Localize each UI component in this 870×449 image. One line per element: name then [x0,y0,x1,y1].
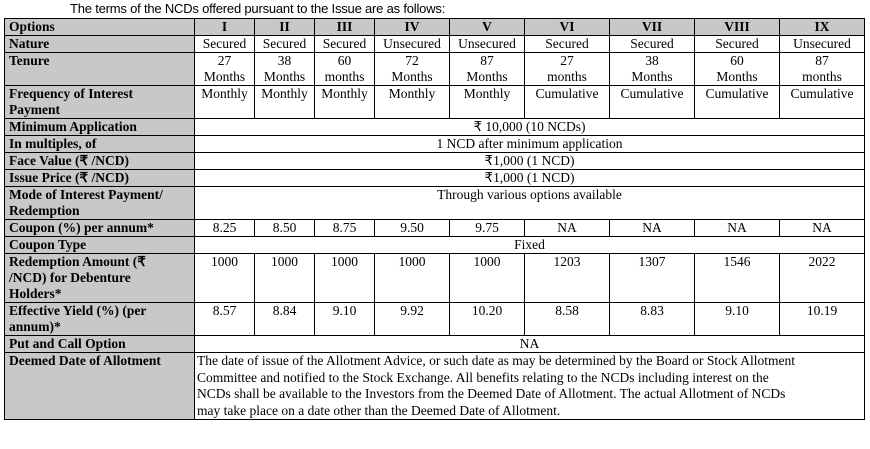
option-header: IV [375,19,450,36]
nature-value: Unsecured [375,36,450,53]
yield-value: 10.19 [780,303,865,336]
option-header: VI [525,19,610,36]
nature-value: Secured [695,36,780,53]
yield-value: 9.92 [375,303,450,336]
frequency-label: Frequency of Interest Payment [5,86,195,119]
issue-price-row [5,170,865,187]
tenure-value: 27 Months [195,53,255,86]
redemption-value: 1546 [695,254,780,303]
yield-value: 8.58 [525,303,610,336]
yield-value: 8.57 [195,303,255,336]
tenure-value: 38 Months [255,53,315,86]
option-header: V [450,19,525,36]
coupon-value: NA [695,220,780,237]
options-label: Options [5,19,195,36]
option-header: VII [610,19,695,36]
mode-value: Through various options available [195,187,865,220]
min-application-label: Minimum Application [5,119,195,136]
yield-value: 10.20 [450,303,525,336]
frequency-value: Cumulative [525,86,610,119]
multiples-value: 1 NCD after minimum application [195,136,865,153]
frequency-value: Monthly [375,86,450,119]
multiples-row [5,136,865,153]
yield-value: 8.84 [255,303,315,336]
face-value-value: ₹1,000 (1 NCD) [195,153,865,170]
tenure-value: 38 Months [610,53,695,86]
redemption-value: 1000 [195,254,255,303]
coupon-value: 8.75 [315,220,375,237]
deemed-date-value: The date of issue of the Allotment Advice, or such date as may be determined by the Board or Stock Allotment Committee and notified to the Stock Exchange. All benefits relating to the NCDs including interest on the NCDs shall be available to the Investors from the Deemed Date of Allotment. The actual Allotment of NCDs may take place on a date other than the Deemed Date of Allotment. [195,353,865,420]
nature-value: Unsecured [450,36,525,53]
face-value-row [5,153,865,170]
coupon-value: 8.25 [195,220,255,237]
yield-label: Effective Yield (%) (per annum)* [5,303,195,336]
issue-price-label: Issue Price (₹ /NCD) [5,170,195,187]
frequency-row [5,86,865,119]
tenure-value: 87 Months [450,53,525,86]
nature-row [5,36,865,53]
option-header: I [195,19,255,36]
header-row [5,19,865,36]
option-header: III [315,19,375,36]
coupon-value: NA [525,220,610,237]
ncd-terms-table [4,18,865,420]
tenure-value: 72 Months [375,53,450,86]
coupon-type-label: Coupon Type [5,237,195,254]
frequency-value: Cumulative [695,86,780,119]
frequency-value: Monthly [450,86,525,119]
put-call-row [5,336,865,353]
coupon-type-value: Fixed [195,237,865,254]
tenure-value: 60 Months [695,53,780,86]
multiples-label: In multiples, of [5,136,195,153]
frequency-value: Monthly [255,86,315,119]
nature-value: Secured [195,36,255,53]
frequency-value: Cumulative [610,86,695,119]
put-call-value: NA [195,336,865,353]
tenure-value: 87 months [780,53,865,86]
intro-text: The terms of the NCDs offered pursuant to the Issue are as follows: [70,1,446,16]
yield-value: 9.10 [315,303,375,336]
redemption-value: 1307 [610,254,695,303]
tenure-value: 27 months [525,53,610,86]
yield-row [5,303,865,336]
frequency-value: Cumulative [780,86,865,119]
redemption-value: 1203 [525,254,610,303]
redemption-value: 1000 [450,254,525,303]
option-header: IX [780,19,865,36]
coupon-value: NA [610,220,695,237]
put-call-label: Put and Call Option [5,336,195,353]
coupon-value: 9.50 [375,220,450,237]
option-header: VIII [695,19,780,36]
coupon-type-row [5,237,865,254]
min-application-row [5,119,865,136]
min-application-value: ₹ 10,000 (10 NCDs) [195,119,865,136]
option-header: II [255,19,315,36]
redemption-value: 1000 [315,254,375,303]
tenure-value: 60 months [315,53,375,86]
redemption-value: 2022 [780,254,865,303]
redemption-value: 1000 [255,254,315,303]
face-value-label: Face Value (₹ /NCD) [5,153,195,170]
redemption-row [5,254,865,303]
redemption-value: 1000 [375,254,450,303]
redemption-label: Redemption Amount (₹ /NCD) for Debenture Holders* [5,254,195,303]
issue-price-value: ₹1,000 (1 NCD) [195,170,865,187]
deemed-date-row [5,353,865,420]
nature-value: Secured [255,36,315,53]
nature-value: Secured [610,36,695,53]
nature-value: Secured [315,36,375,53]
yield-value: 9.10 [695,303,780,336]
nature-label: Nature [5,36,195,53]
frequency-value: Monthly [315,86,375,119]
frequency-value: Monthly [195,86,255,119]
tenure-label: Tenure [5,53,195,86]
nature-value: Secured [525,36,610,53]
coupon-row [5,220,865,237]
yield-value: 8.83 [610,303,695,336]
coupon-value: NA [780,220,865,237]
deemed-date-label: Deemed Date of Allotment [5,353,195,420]
tenure-row [5,53,865,86]
mode-label: Mode of Interest Payment/ Redemption [5,187,195,220]
mode-row [5,187,865,220]
coupon-label: Coupon (%) per annum* [5,220,195,237]
coupon-value: 8.50 [255,220,315,237]
coupon-value: 9.75 [450,220,525,237]
nature-value: Unsecured [780,36,865,53]
